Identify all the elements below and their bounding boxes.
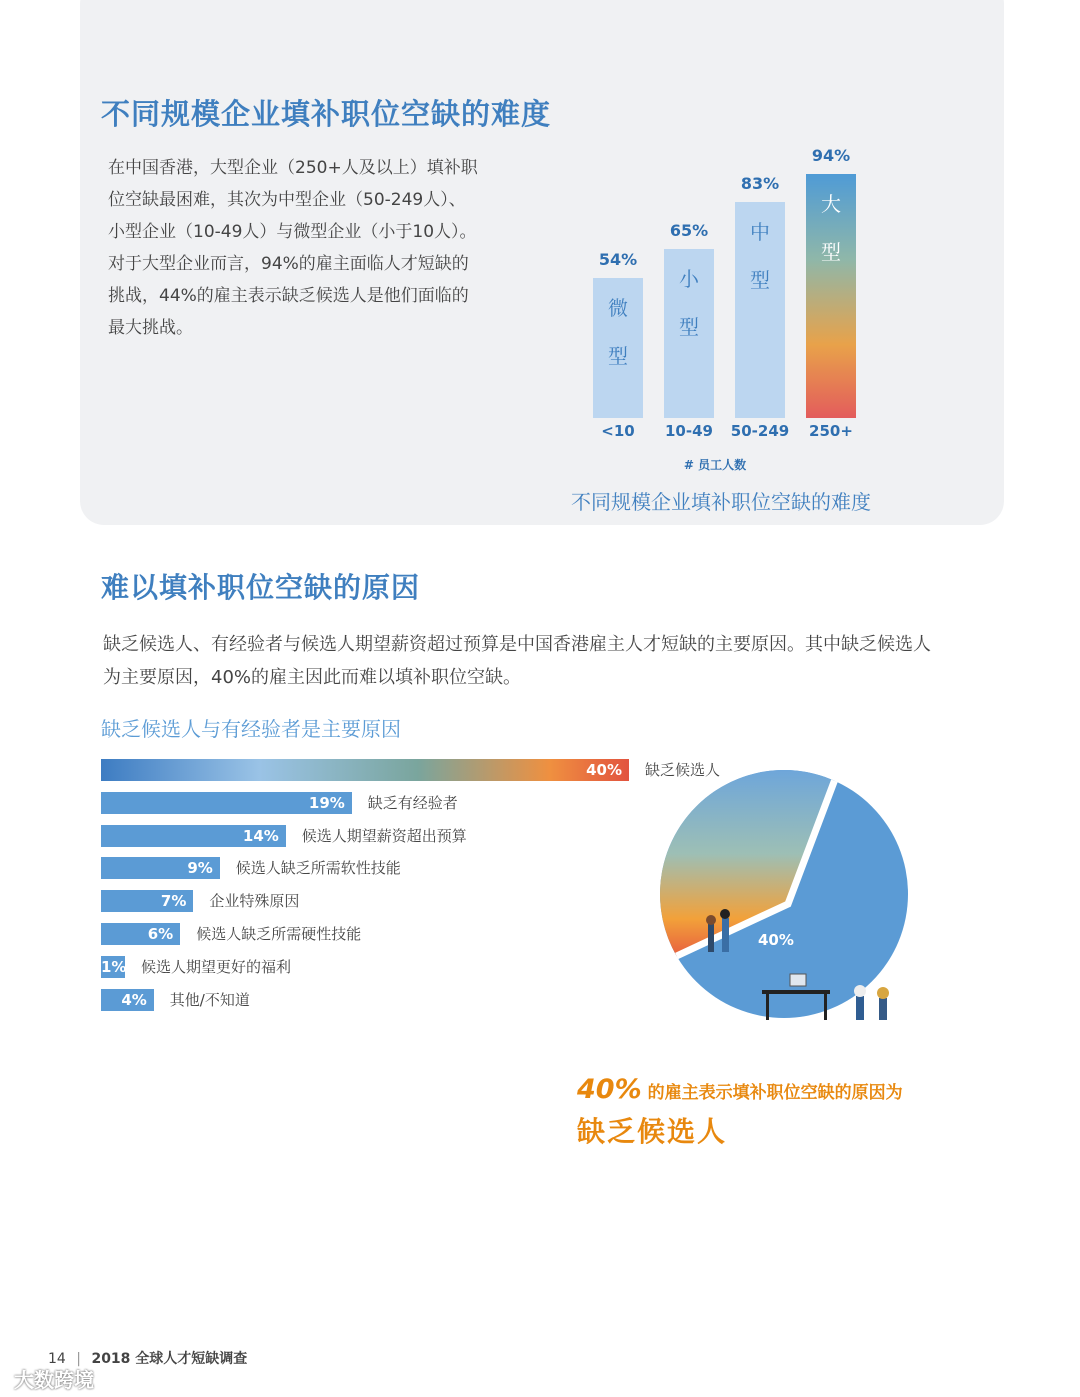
- section1-title: 不同规模企业填补职位空缺的难度: [101, 97, 552, 131]
- reason-bar-label-1: 缺乏有经验者: [367, 793, 458, 812]
- reason-bar-label-6: 候选人期望更好的福利: [141, 957, 292, 976]
- size-bar-text-1: 小 型: [679, 267, 699, 339]
- reasons-chart-title: 缺乏候选人与有经验者是主要原因: [101, 717, 401, 741]
- reason-bar-value-2: 14%: [242, 826, 279, 845]
- reason-bar-value-3: 9%: [187, 859, 213, 878]
- size-bar-value-2: 83%: [740, 174, 780, 194]
- callout-text: 的雇主表示填补职位空缺的原因为: [647, 1083, 903, 1103]
- reason-bar-label-4: 企业特殊原因: [209, 892, 300, 911]
- size-bar-value-1: 65%: [669, 221, 709, 240]
- section2-paragraph: 缺乏候选人、有经验者与候选人期望薪资超过预算是中国香港雇主人才短缺的主要原因。其中缺乏候选人为主要原因，40%的雇主因此而难以填补职位空缺。: [103, 634, 931, 688]
- reason-bar-value-1: 19%: [308, 793, 345, 812]
- section2-title: 难以填补职位空缺的原因: [101, 571, 421, 604]
- size-tick-2: 50-249: [730, 422, 790, 440]
- callout-line: [577, 1074, 903, 1105]
- size-bar-value-0: 54%: [598, 249, 638, 269]
- callout-value: 40%: [577, 1074, 642, 1105]
- chart-caption: 不同规模企业填补职位空缺的难度: [571, 490, 871, 514]
- reason-bar-label-0: 缺乏候选人: [645, 761, 721, 779]
- reasons-pie-chart: [658, 768, 910, 1020]
- size-tick-3: 250+: [809, 422, 853, 440]
- callout-highlight: 缺乏候选人: [577, 1115, 728, 1148]
- page-number: 14: [48, 1351, 66, 1367]
- reason-bar-value-6: 1%: [101, 957, 127, 976]
- size-bar-text-3: 大 型: [821, 191, 841, 264]
- reason-bar-label-2: 候选人期望薪资超出预算: [301, 826, 467, 845]
- section1-intro: 在中国香港，大型企业（250+人及以上）填补职 位空缺最困难，其次为中型企业（50-249人）、 小型企业（10-49人）与微型企业（小于10人）。 对于大型企业而言，94%的雇主面临人才短缺的 挑战，44%的雇主表示缺乏候选人是他们面临的 最大挑战。: [108, 158, 478, 338]
- size-bar-value-3: 94%: [811, 145, 851, 165]
- pie-value-label: 40%: [758, 931, 794, 949]
- footer-separator: |: [76, 1351, 81, 1367]
- reason-bar-value-7: 4%: [121, 990, 147, 1009]
- watermark-logo: 大数跨境: [14, 1368, 94, 1392]
- size-tick-0: <10: [601, 422, 635, 440]
- size-tick-1: 10-49: [665, 422, 713, 440]
- reason-bar-value-4: 7%: [160, 892, 187, 911]
- size-bar-text-2: 中 型: [750, 220, 770, 293]
- reason-bar-label-7: 其他/不知道: [169, 990, 250, 1009]
- reason-bar-label-3: 候选人缺乏所需软性技能: [235, 859, 401, 878]
- footer-title: 2018 全球人才短缺调查: [91, 1351, 248, 1367]
- x-axis-title: # 员工人数: [683, 458, 747, 472]
- reason-bar-value-0: 40%: [586, 761, 622, 779]
- size-bar-text-0: 微 型: [608, 295, 628, 368]
- reason-bar-label-5: 候选人缺乏所需硬性技能: [196, 925, 362, 943]
- reason-bar-value-5: 6%: [147, 925, 174, 943]
